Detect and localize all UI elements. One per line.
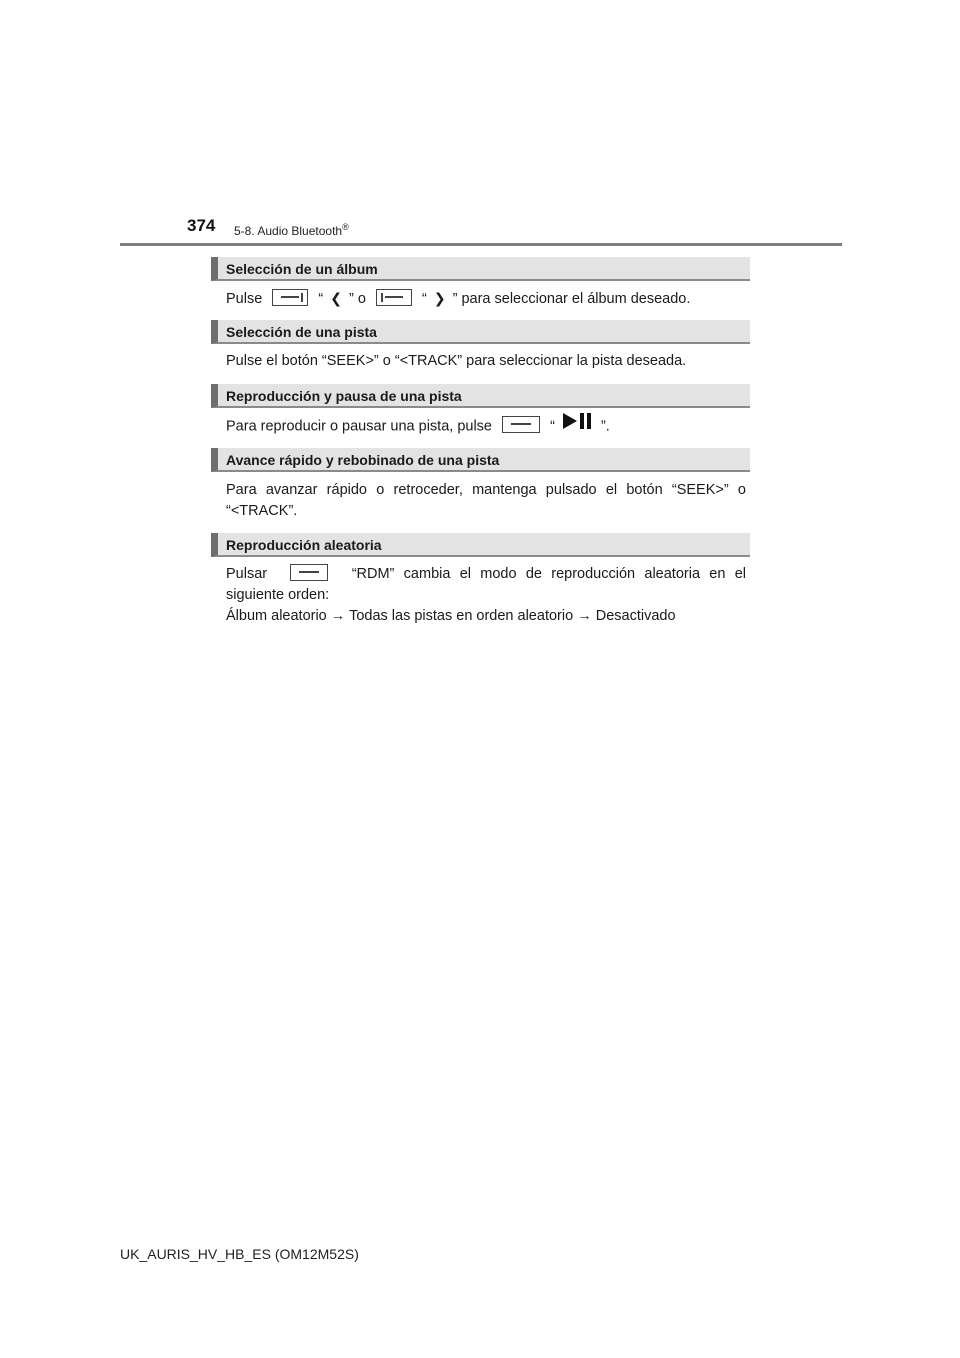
text-pulse: Pulse xyxy=(226,291,263,307)
heading-play-pause xyxy=(211,384,750,408)
heading-fast-forward-rewind-text: Avance rápido y rebobinado de una pista xyxy=(226,452,500,468)
steering-switch-right-button xyxy=(376,289,412,306)
text-album-after: ” para seleccionar el álbum deseado. xyxy=(452,291,691,307)
sequence-item-all-tracks-random: Todas las pistas en orden aleatorio xyxy=(349,608,574,624)
play-pause-icon xyxy=(563,413,593,436)
sequence-item-album-random: Álbum aleatorio xyxy=(226,608,327,624)
text-play-pause-before: Para reproducir o pausar una pista, pulse xyxy=(226,418,492,435)
heading-play-pause-text: Reproducción y pausa de una pista xyxy=(226,388,462,404)
para-track-selection: Pulse el botón “SEEK>” o “<TRACK” para seleccionar la pista deseada. xyxy=(226,353,687,369)
quote-close-or: ” o xyxy=(348,291,366,307)
quote-open: “ xyxy=(318,291,324,307)
heading-random-playback xyxy=(211,533,750,557)
heading-album-selection-text: Selección de un álbum xyxy=(226,261,378,277)
random-sequence xyxy=(226,606,746,627)
header-rule xyxy=(120,243,842,246)
steering-switch-rdm-button xyxy=(290,564,328,581)
heading-track-selection-text: Selección de una pista xyxy=(226,324,377,340)
para-random-playback xyxy=(226,564,746,606)
quote-open-2: “ xyxy=(421,291,427,307)
heading-random-playback-text: Reproducción aleatoria xyxy=(226,537,382,553)
chevron-right-icon: ❯ xyxy=(433,290,446,306)
heading-track-selection xyxy=(211,320,750,344)
quote-open-3: “ xyxy=(550,418,555,435)
para-album-selection xyxy=(226,288,746,310)
para-play-pause xyxy=(226,415,746,438)
heading-fast-forward-rewind xyxy=(211,448,750,472)
quote-close-3: ”. xyxy=(600,418,610,435)
arrow-right-icon: → xyxy=(577,608,592,624)
section-title xyxy=(234,222,349,238)
arrow-right-icon: → xyxy=(330,608,346,624)
para-fast-forward-rewind: Para avanzar rápido o retroceder, mantenga pulsado el botón “SEEK>” o “<TRACK”. xyxy=(226,482,746,519)
heading-album-selection xyxy=(211,257,750,281)
section-title-text: 5-8. Audio Bluetooth xyxy=(234,224,343,238)
registered-mark: ® xyxy=(342,222,349,232)
page-number: 374 xyxy=(187,216,216,235)
text-random-after: “RDM” cambia el modo de reproducción aleatoria en el siguiente orden: xyxy=(226,566,747,603)
steering-switch-button xyxy=(502,416,540,433)
chevron-left-icon: ❮ xyxy=(330,290,342,306)
text-pulsar: Pulsar xyxy=(226,566,268,582)
steering-switch-left-button xyxy=(272,289,308,306)
document-code: UK_AURIS_HV_HB_ES (OM12M52S) xyxy=(120,1246,359,1262)
sequence-item-off: Desactivado xyxy=(595,608,676,624)
